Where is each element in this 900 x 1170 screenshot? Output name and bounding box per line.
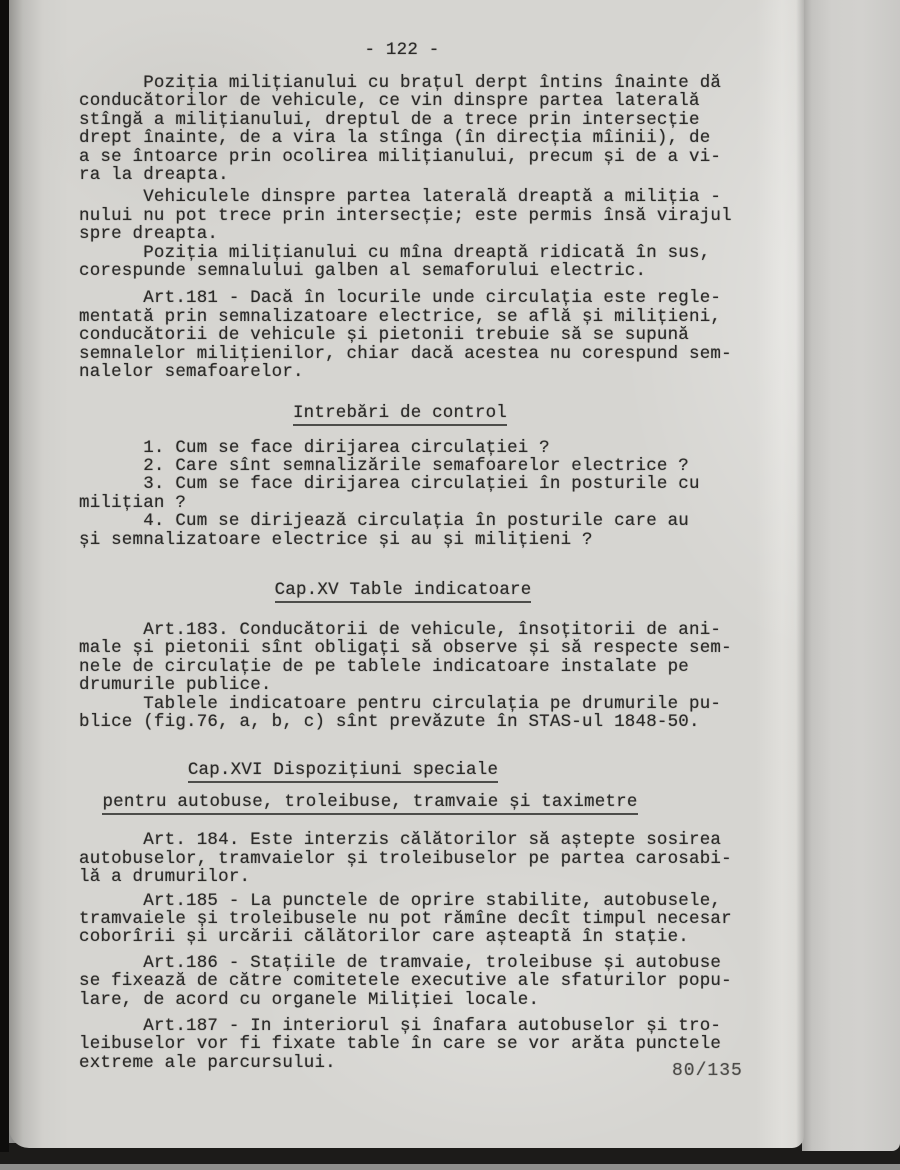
text-line: coborîrii și urcării călătorilor care așteaptă în stație. [79,927,689,948]
text-line: autobuselor, tramvaielor și troleibuselor pe partea carosabi- [79,848,732,869]
text-line: drumurile publice. [79,675,272,696]
heading-control-questions: Intrebări de control [55,404,745,426]
page-paper [9,0,804,1148]
paragraph-vehicles-right-side [79,188,769,243]
text-line: leibuselor vor fi fixate table în care se vor arăta punctele [79,1034,722,1055]
text-line: nului nu pot trece prin intersecție; este permis însă virajul [79,205,732,226]
text-line: lare, de acord cu organele Miliției locale. [79,989,540,1010]
text-line: Art.181 - Dacă în locurile unde circulația este regle- [79,288,722,309]
paragraph-raised-hand [79,244,769,281]
text-line: milițian ? [79,492,187,513]
text-column [79,74,769,1072]
text-line: conducătorii de vehicule și pietonii trebuie să se supună [79,325,689,346]
paragraph-art-186 [79,954,769,1009]
text-line: mentată prin semnalizatoare electrice, se află și milițieni, [79,306,722,327]
paragraph-position-left-arm [79,74,769,184]
paragraph-art-183 [79,621,769,731]
text-line: lă a drumurilor. [79,867,251,888]
text-line: stîngă a milițianului, dreptul de a trece prin intersecție [79,109,700,130]
control-questions-list [79,439,769,549]
text-line: drept înainte, de a vira la stînga (în direcția mîinii), de [79,128,711,149]
text-line: extreme ale parcursului. [79,1052,336,1073]
book-gutter-edge [0,0,9,1152]
text-line: nalelor semafoarelor. [79,362,304,383]
text-line: se fixează de către comitetele executive ale sfaturilor popu- [79,971,732,992]
text-line: Art. 184. Este interzis călătorilor să aștepte sosirea [79,830,722,851]
text-line: semnalelor milițienilor, chiar dacă acestea nu corespund sem- [79,343,732,364]
paragraph-art-185 [79,892,769,947]
next-page-edge [802,0,900,1151]
text-line: tramvaiele și troleibusele nu pot rămîne decît timpul necesar [79,909,732,929]
text-line: Poziția milițianului cu brațul derpt întins înainte dă [79,73,722,93]
page-number-header: - 122 - [364,40,440,60]
text-line: corespunde semnalului galben al semaforului electric. [79,261,647,282]
text-line: male și pietonii sînt obligați să observe și să respecte sem- [79,638,732,659]
text-line: conducătorilor de vehicule, ce vin dinspre partea laterală [79,91,700,112]
text-line: Poziția milițianului cu mîna dreaptă ridicată în sus, [79,242,711,263]
paragraph-art-187 [79,1017,769,1072]
text-line: nele de circulație de pe tablele indicatoare instalate pe [79,656,689,677]
text-line: Art.185 - La punctele de oprire stabilite, autobusele, [79,890,722,911]
text-line: ra la dreapta. [79,165,229,186]
text-line: 3. Cum se face dirijarea circulației în posturile cu [79,474,700,495]
text-line: blice (fig.76, a, b, c) sînt prevăzute în STAS-ul 1848-50. [79,711,700,732]
text-line: și semnalizatoare electrice și au și milițieni ? [79,529,593,550]
text-line: 1. Cum se face dirijarea circulației ? [79,437,550,458]
page-number-footer: 80/135 [672,1061,743,1081]
text-line: Tablele indicatoare pentru circulația pe drumurile pu- [79,693,722,714]
heading-chapter-16-line2: pentru autobuse, troleibuse, tramvaie și taximetre [25,793,715,815]
text-line: Art.183. Conducătorii de vehicule, însoțitorii de ani- [79,619,722,640]
text-line: Vehiculele dinspre partea laterală dreaptă a miliția - [79,187,722,208]
text-line: 2. Care sînt semnalizările semafoarelor electrice ? [79,455,689,476]
text-line: spre dreapta. [79,224,219,245]
paragraph-art-184 [79,831,769,886]
heading-chapter-16-line1: Cap.XVI Dispozițiuni speciale [0,761,688,783]
text-line: a se întoarce prin ocolirea milițianului, precum și de a vi- [79,146,722,167]
heading-chapter-15: Cap.XV Table indicatoare [58,581,748,603]
text-line: Art.187 - In interiorul și înafara autobuselor și tro- [79,1016,722,1037]
text-line: Art.186 - Stațiile de tramvaie, troleibuse și autobuse [79,952,722,973]
text-line: 4. Cum se dirijează circulația în posturile care au [79,511,689,532]
paragraph-art-181 [79,289,769,381]
